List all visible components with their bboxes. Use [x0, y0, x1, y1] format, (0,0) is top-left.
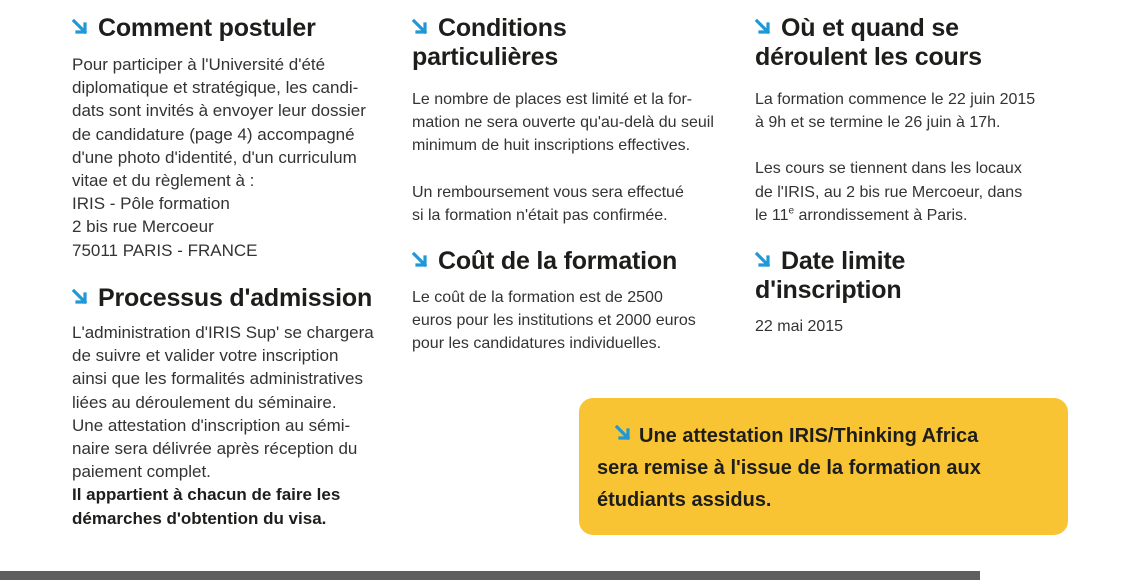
section-date-limite [755, 247, 1085, 338]
arrow-down-right-icon [412, 19, 428, 35]
section-title: Comment postuler [72, 14, 402, 43]
footer-bar [0, 571, 980, 580]
section-title: Processus d'admission [72, 284, 402, 313]
section-title: Où et quand se déroulent les cours [755, 14, 982, 71]
arrow-down-right-icon [72, 19, 88, 35]
arrow-down-right-icon [412, 252, 428, 268]
arrow-down-right-icon [72, 289, 88, 305]
section-body: Le coût de la formation est de 2500 euros pour les institutions et 2000 euros pour les candidatures individuelles. [412, 289, 696, 353]
attestation-callout [579, 398, 1068, 535]
address-line: 75011 PARIS - FRANCE [72, 240, 258, 260]
section-cout-formation [412, 247, 742, 356]
arrow-down-right-icon [755, 252, 771, 268]
visa-notice: Il appartient à chacun de faire les [72, 485, 341, 505]
section-body [755, 315, 1085, 338]
section-conditions-particulieres [412, 14, 742, 227]
visa-notice: démarches d'obtention du visa. [72, 508, 327, 528]
callout-text: Une attestation IRIS/Thinking Africa sera remise à l'issue de la formation aux étudiants assidus. [597, 425, 981, 511]
deadline-date: 22 mai 2015 [755, 318, 844, 335]
section-title: Coût de la formation [412, 247, 742, 276]
section-body: L'administration d'IRIS Sup' se chargera de suivre et valider votre inscription ainsi que les formalités administratives liées au déroulement du séminaire. Une attestation d'inscription au sémi- naire sera délivrée après réception du paiement complet. Il appartient à chacun de faire les démarches d'obtention du visa. [72, 321, 402, 530]
section-comment-postuler [72, 14, 402, 262]
address-line: 2 bis rue Mercoeur [72, 217, 214, 237]
section-body: La formation commence le 22 juin 2015 à 9h et se termine le 26 juin à 17h. Les cours se tiennent dans les locaux de l'IRIS, au 2 bis rue Mercoeur, dans le 11e arrondissement à Paris. [755, 91, 1036, 224]
section-body: Pour participer à l'Université d'été diplomatique et stratégique, les candi- dats sont invités à envoyer leur dossier de candidature (page 4) accompagné d'une photo d'identité, d'un curriculum vitae et du règlement à : IRIS - Pôle formation 2 bis rue Mercoeur 75011 PARIS - FRANCE [72, 53, 402, 262]
section-title: Conditions particulières [412, 14, 567, 71]
arrow-down-right-icon [615, 425, 631, 441]
address-line: IRIS - Pôle formation [72, 194, 230, 214]
section-title: Date limite d'inscription [755, 247, 906, 304]
arrow-down-right-icon [755, 19, 771, 35]
section-ou-et-quand [755, 14, 1085, 227]
section-body: Le nombre de places est limité et la for- mation ne sera ouverte qu'au-delà du seuil minimum de huit inscriptions effectives. Un remboursement vous sera effectué si la formation n'était pas confirmée. [412, 91, 714, 224]
section-processus-admission [72, 284, 402, 530]
